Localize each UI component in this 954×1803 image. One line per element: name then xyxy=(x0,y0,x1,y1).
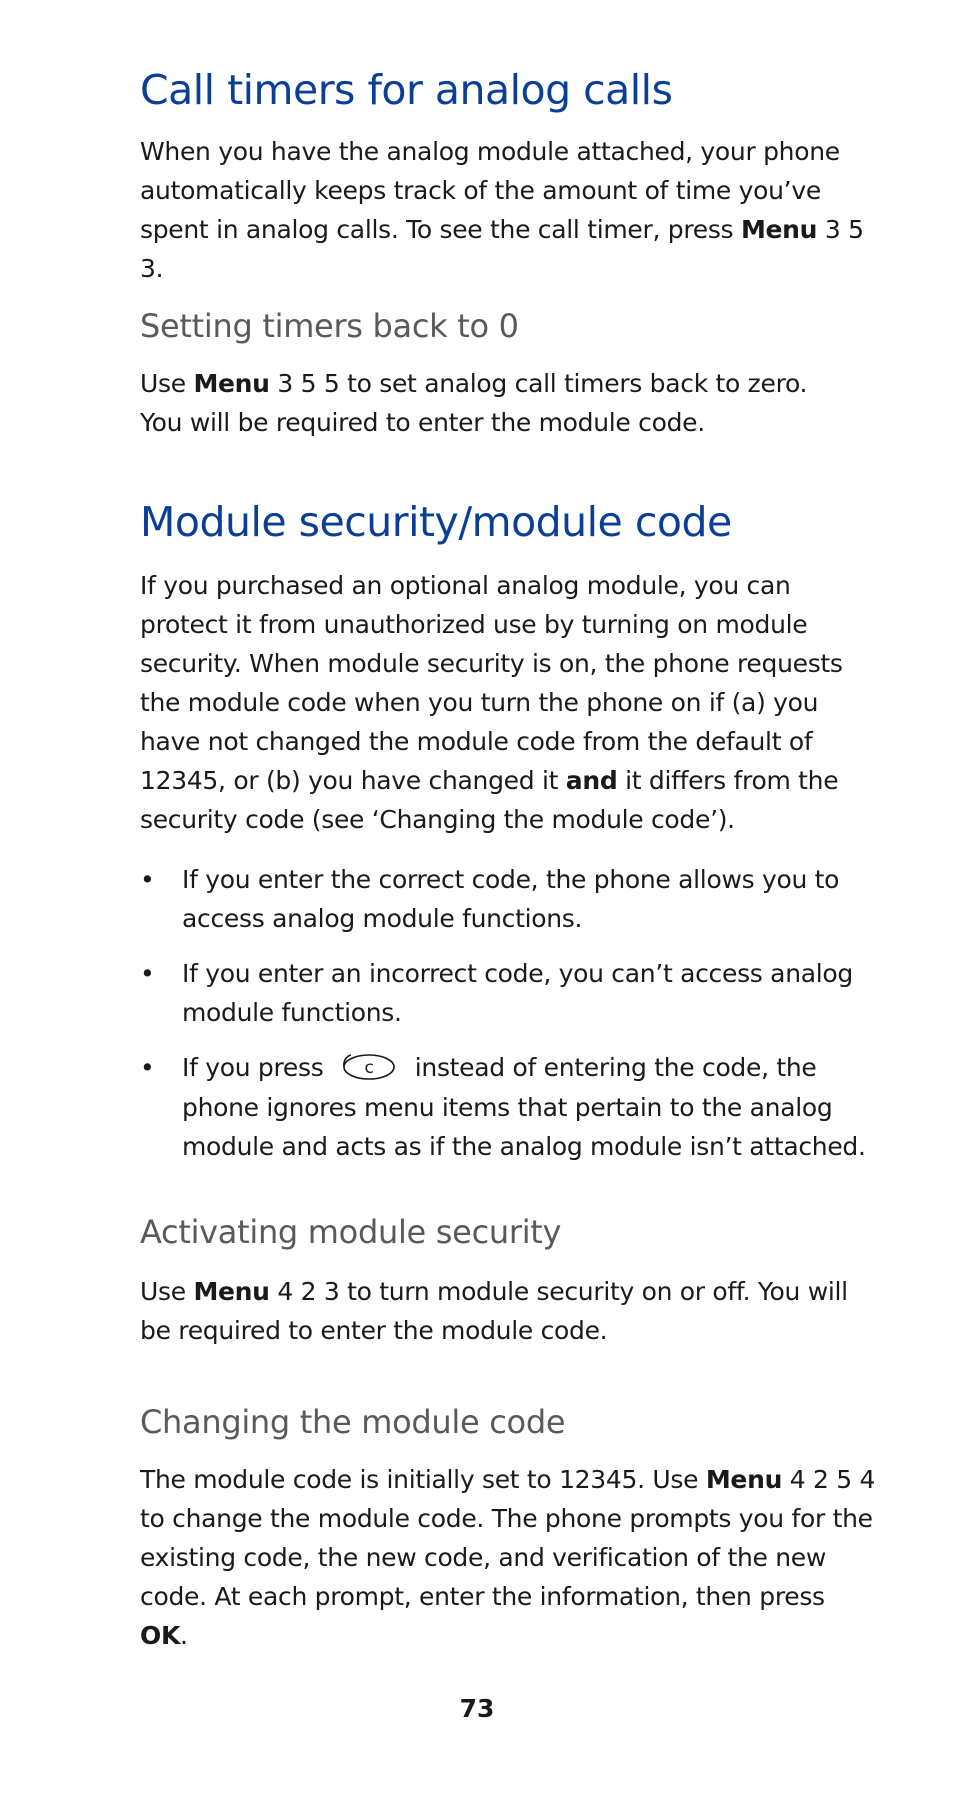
bullet-text: instead of entering the code, the phone ignores menu items that pertain to the analog module and acts as if the analog module isn’t attached. xyxy=(182,1053,866,1161)
ok-keyword: OK xyxy=(140,1621,181,1650)
list-item xyxy=(140,1048,880,1166)
text-segment: Use xyxy=(140,1277,194,1306)
text-segment: 3 5 5 to set analog call timers back to zero. You will be required to enter the module code. xyxy=(140,369,808,437)
text-segment: The module code is initially set to 12345. Use xyxy=(140,1465,706,1494)
heading-activating-security: Activating module security xyxy=(140,1213,562,1251)
heading-call-timers: Call timers for analog calls xyxy=(140,66,673,114)
text-segment: it differs from the security code (see ‘Changing the module code’). xyxy=(140,766,839,834)
paragraph-call-timers xyxy=(140,132,880,288)
text-segment: If you purchased an optional analog module, you can protect it from unauthorized use by turning on module security. When module security is on, the phone requests the module code when you turn the phone on if (a) you have not changed the module code from the default of 12345, or (b) you have changed it xyxy=(140,571,843,795)
text-segment: 4 2 3 to turn module security on or off. You will be required to enter the module code. xyxy=(140,1277,848,1345)
text-segment: . xyxy=(180,1621,188,1650)
heading-module-security: Module security/module code xyxy=(140,498,732,546)
text-segment: When you have the analog module attached, your phone automatically keeps track of the amount of time you’ve spent in analog calls. To see the call timer, press xyxy=(140,137,840,244)
bullet-dot: • xyxy=(140,1053,155,1082)
heading-changing-module-code: Changing the module code xyxy=(140,1403,566,1441)
bullet-text: If you press xyxy=(182,1053,324,1082)
menu-keyword: Menu xyxy=(740,215,818,244)
menu-keyword: Menu xyxy=(705,1465,783,1494)
list-item xyxy=(140,860,880,938)
paragraph-module-security xyxy=(140,566,880,839)
and-keyword: and xyxy=(565,766,618,795)
text-segment: Use xyxy=(140,369,194,398)
c-key-icon xyxy=(341,1050,397,1084)
paragraph-changing-module-code xyxy=(140,1460,880,1655)
paragraph-activating-security xyxy=(140,1272,880,1350)
menu-keyword: Menu xyxy=(193,1277,270,1306)
c-key-letter: c xyxy=(364,1058,374,1078)
page-number: 73 xyxy=(459,1694,495,1723)
module-security-bullet-list xyxy=(140,860,880,1182)
list-item xyxy=(140,954,880,1032)
text-segment: 3 5 3. xyxy=(140,215,864,283)
text-segment: 4 2 5 4 to change the module code. The phone prompts you for the existing code, the new code, and verification of the new code. At each prompt, enter the information, then press xyxy=(140,1465,876,1611)
bullet-dot: • xyxy=(140,865,155,894)
menu-keyword: Menu xyxy=(193,369,270,398)
bullet-text: If you enter the correct code, the phone allows you to access analog module functions. xyxy=(182,865,840,933)
bullet-dot: • xyxy=(140,959,155,988)
heading-reset-timers: Setting timers back to 0 xyxy=(140,307,519,345)
paragraph-reset-timers xyxy=(140,364,840,442)
bullet-text: If you enter an incorrect code, you can’t access analog module functions. xyxy=(182,959,853,1027)
